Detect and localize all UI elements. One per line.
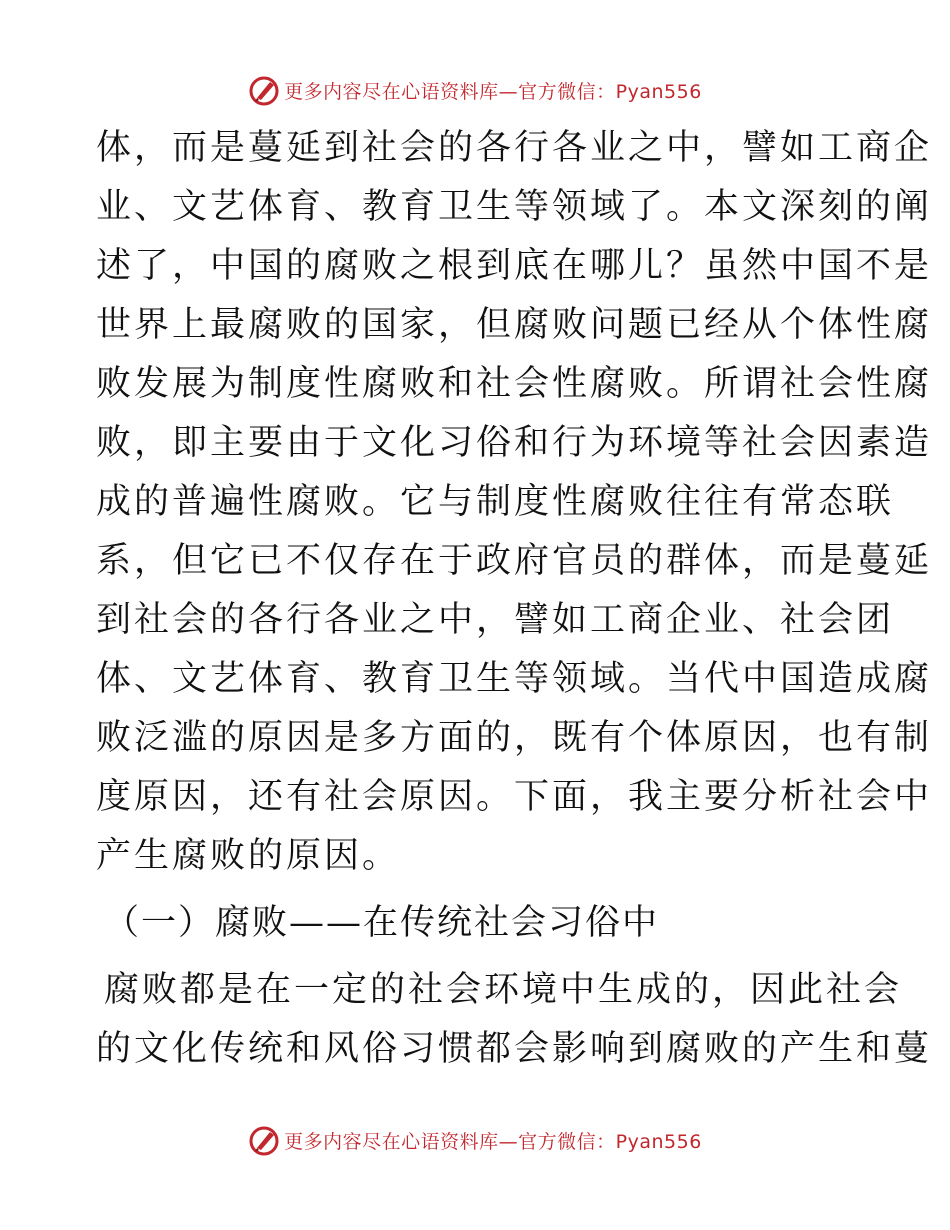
body-line: 体，而是蔓延到社会的各行各业之中，譬如工商企 <box>96 128 933 168</box>
body-line: 的文化传统和风俗习惯都会影响到腐败的产生和蔓 <box>96 1029 933 1069</box>
document-body <box>96 119 933 1079</box>
body-line: 业、文艺体育、教育卫生等领域了。本文深刻的阐 <box>96 187 933 227</box>
body-line: 述了，中国的腐败之根到底在哪儿？虽然中国不是 <box>96 246 933 286</box>
body-line: 体、文艺体育、教育卫生等领域。当代中国造成腐 <box>96 659 933 699</box>
body-line: 系，但它已不仅存在于政府官员的群体，而是蔓延 <box>96 541 933 581</box>
footer-watermark <box>0 1122 950 1158</box>
pen-logo-icon <box>248 1124 280 1156</box>
body-line: 产生腐败的原因。 <box>96 836 401 876</box>
body-line: 度原因，还有社会原因。下面，我主要分析社会中 <box>96 777 933 817</box>
body-line: 腐败都是在一定的社会环境中生成的，因此社会 <box>104 970 903 1010</box>
header-watermark <box>0 72 950 108</box>
body-line: 成的普遍性腐败。它与制度性腐败往往有常态联 <box>96 482 895 522</box>
body-line: 败泛滥的原因是多方面的，既有个体原因，也有制 <box>96 718 933 758</box>
body-line: 败，即主要由于文化习俗和行为环境等社会因素造 <box>96 423 933 463</box>
body-line: 到社会的各行各业之中，譬如工商企业、社会团 <box>96 600 895 640</box>
body-line: 败发展为制度性腐败和社会性腐败。所谓社会性腐 <box>96 364 933 404</box>
pen-logo-icon <box>248 74 280 106</box>
section-heading: （一）腐败——在传统社会习俗中 <box>104 903 660 943</box>
body-line: 世界上最腐败的国家，但腐败问题已经从个体性腐 <box>96 305 933 345</box>
watermark-text: 更多内容尽在心语资料库—官方微信：Pyan556 <box>284 80 702 103</box>
watermark-text: 更多内容尽在心语资料库—官方微信：Pyan556 <box>284 1130 702 1153</box>
